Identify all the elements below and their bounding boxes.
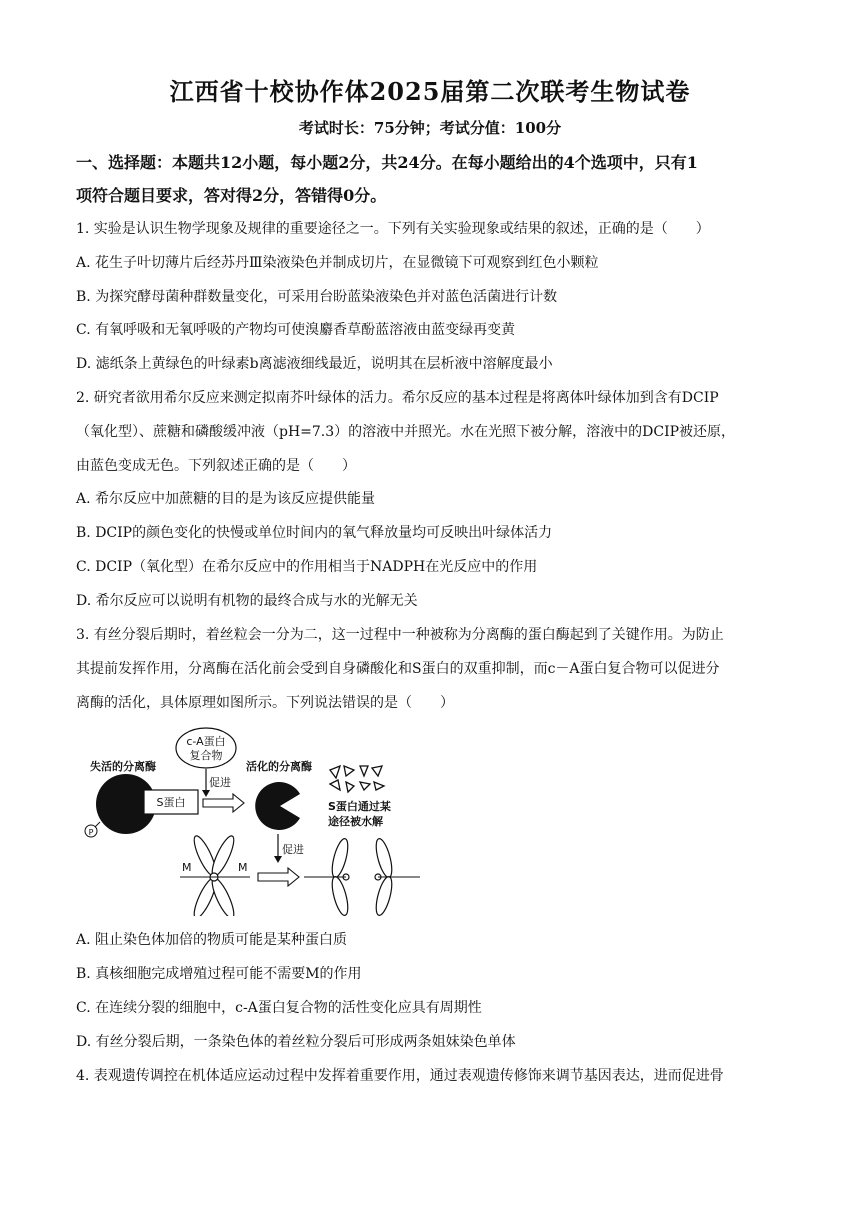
- q1-option-c: C. 有氧呼吸和无氧呼吸的产物均可使溴麝香草酚蓝溶液由蓝变绿再变黄: [76, 322, 516, 338]
- q2-option-a: A. 希尔反应中加蔗糖的目的是为该反应提供能量: [76, 491, 376, 507]
- q3-option-c: C. 在连续分裂的细胞中，c-A蛋白复合物的活性变化应具有周期性: [76, 1000, 482, 1016]
- exam-subtitle: 考试时长：75分钟；考试分值：100分: [298, 119, 562, 137]
- active-separase-shape: [255, 782, 300, 830]
- active-separase-label: 活化的分离酶: [246, 760, 312, 773]
- q4-stem-line1: 4. 表观遗传调控在机体适应运动过程中发挥着重要作用，通过表观遗传修饰来调节基因表达，进而促进骨: [76, 1068, 724, 1084]
- degraded-label-line2: 途径被水解: [328, 815, 383, 828]
- q2-stem-line3: 由蓝色变成无色。下列叙述正确的是（ ）: [76, 458, 356, 474]
- q2-stem-line1: 2. 研究者欲用希尔反应来测定拟南芥叶绿体的活力。希尔反应的基本过程是将离体叶绿体加到含有DCIP: [76, 390, 719, 406]
- q2-option-b: B. DCIP的颜色变化的快慢或单位时间内的氧气释放量均可反映出叶绿体活力: [76, 525, 553, 541]
- q1-option-b: B. 为探究酵母菌种群数量变化，可采用台盼蓝染液染色并对蓝色活菌进行计数: [76, 289, 558, 305]
- q3-option-a: A. 阻止染色体加倍的物质可能是某种蛋白质: [76, 932, 348, 948]
- section-heading-line2: 项符合题目要求，答对得2分，答错得0分。: [76, 186, 387, 205]
- degraded-label-line1: S蛋白通过某: [328, 800, 391, 813]
- q3-stem-line2: 其提前发挥作用，分离酶在活化前会受到自身磷酸化和S蛋白的双重抑制，而c－A蛋白复合物可以促进分: [76, 661, 720, 677]
- hollow-arrow-1: [203, 794, 244, 812]
- promote-label-1: 促进: [209, 776, 231, 789]
- m-label-left: M: [182, 861, 192, 874]
- complex-label-line1: c-A蛋白: [186, 735, 226, 748]
- q3-option-b: B. 真核细胞完成增殖过程可能不需要M的作用: [76, 966, 362, 982]
- phosphate-label: P: [88, 828, 94, 837]
- q3-stem-line1: 3. 有丝分裂后期时，着丝粒会一分为二，这一过程中一种被称为分离酶的蛋白酶起到了关键作用。为防止: [76, 627, 724, 643]
- complex-ellipse: [176, 728, 236, 768]
- q1-option-a: A. 花生子叶切薄片后经苏丹Ⅲ染液染色并制成切片，在显微镜下可观察到红色小颗粒: [76, 255, 599, 271]
- separase-diagram: [78, 726, 428, 916]
- m-label-right: M: [238, 861, 248, 874]
- hollow-arrow-2: [258, 868, 299, 886]
- q2-option-d: D. 希尔反应可以说明有机物的最终合成与水的光解无关: [76, 593, 418, 609]
- section-heading-line1: 一、选择题：本题共12小题，每小题2分，共24分。在每小题给出的4个选项中，只有1: [76, 153, 698, 172]
- q1-stem: 1. 实验是认识生物学现象及规律的重要途径之一。下列有关实验现象或结果的叙述，正确的是（ ）: [76, 221, 710, 237]
- complex-label-line2: 复合物: [189, 749, 223, 762]
- exam-title: 江西省十校协作体2025届第二次联考生物试卷: [169, 77, 691, 106]
- s-protein-label: S蛋白: [156, 796, 186, 809]
- q2-option-c: C. DCIP（氧化型）在希尔反应中的作用相当于NADPH在光反应中的作用: [76, 559, 538, 575]
- q3-option-d: D. 有丝分裂后期，一条染色体的着丝粒分裂后可形成两条姐妹染色单体: [76, 1034, 516, 1050]
- inactive-separase-label: 失活的分离酶: [90, 760, 156, 773]
- degraded-fragments-icon: [330, 766, 384, 792]
- q1-option-d: D. 滤纸条上黄绿色的叶绿素b离滤液细线最近，说明其在层析液中溶解度最小: [76, 356, 553, 372]
- q3-stem-line3: 离酶的活化，具体原理如图所示。下列说法错误的是（ ）: [76, 695, 454, 711]
- chromosome-x-icon: [190, 834, 237, 916]
- promote-label-2: 促进: [282, 843, 304, 856]
- q2-stem-line2: （氧化型）、蔗糖和磷酸缓冲液（pH=7.3）的溶液中并照光。水在光照下被分解，溶液中的DCIP被还原，: [76, 424, 736, 440]
